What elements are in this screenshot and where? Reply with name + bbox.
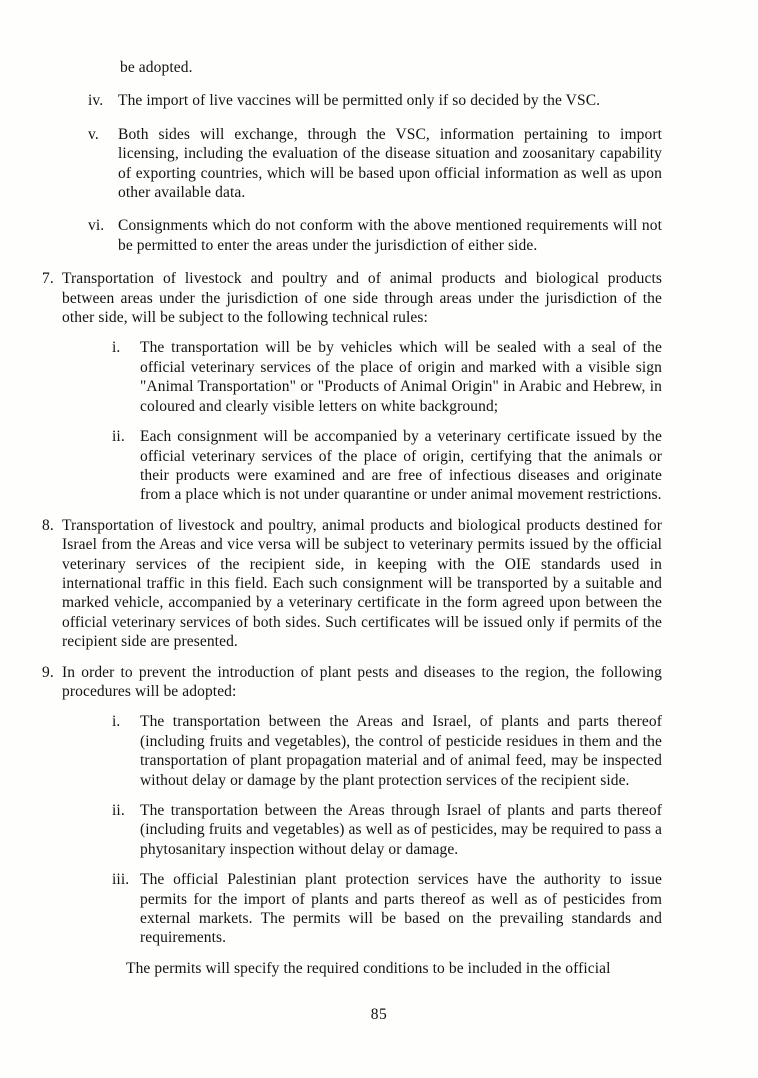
- list-item-text: Consignments which do not conform with the above mentioned requirements will not be permitted to enter the areas under the jurisdiction of either side.: [118, 217, 662, 254]
- list-item-text: The transportation between the Areas through Israel of plants and parts thereof (including fruits and vegetables) as well as of pesticides, may be required to pass a phytosanitary inspection without delay or damage.: [140, 802, 662, 858]
- list-item-text: Transportation of livestock and poultry and of animal products and biological products between areas under the jurisdiction of one side through areas under the jurisdiction of the other side, will be subject to the following technical rules:: [62, 270, 662, 327]
- list-item-v: [42, 125, 662, 203]
- list-item-text: The transportation will be by vehicles which will be sealed with a seal of the official veterinary services of the place of origin and marked with a visible sign "Animal Transportation" or "Products of Animal Origin" in Arabic and Hebrew, in coloured and clearly visible letters on white background;: [140, 339, 662, 415]
- list-item-7-ii: [42, 427, 662, 505]
- list-item-text: In order to prevent the introduction of plant pests and diseases to the region, the following procedures will be adopted:: [62, 663, 662, 700]
- list-item-9-ii: [42, 801, 662, 859]
- list-item-8: [42, 516, 662, 652]
- list-marker: i.: [112, 339, 121, 357]
- list-marker: 7.: [42, 270, 54, 288]
- list-item-text: Transportation of livestock and poultry, animal products and biological products destined for Israel from the Areas and vice versa will be subject to veterinary permits issued by the official veterinary services of the recipient side, in keeping with the OIE standards used in international traffic in this field. Each such consignment will be transported by a suitable and marked vehicle, accompanied by a veterinary certificate in the form agreed upon between the official veterinary services of both sides. Such certificates will be issued only if permits of the recipient side are presented.: [62, 516, 662, 651]
- list-marker: ii.: [112, 802, 125, 819]
- paragraph-text: be adopted.: [120, 59, 193, 76]
- paragraph-continuation: [42, 58, 662, 77]
- list-item-vi: [42, 216, 662, 255]
- list-marker: iv.: [88, 92, 104, 110]
- list-marker: 9.: [42, 663, 54, 681]
- list-item-iv: [42, 91, 662, 110]
- list-item-text: Both sides will exchange, through the VSC, information pertaining to import licensing, including the evaluation of the disease situation and zoosanitary capability of exporting countries, which will be based upon official information as well as upon other available data.: [118, 125, 662, 202]
- paragraph-text: The permits will specify the required conditions to be included in the official: [126, 959, 611, 977]
- list-marker: 8.: [42, 516, 54, 534]
- list-marker: v.: [88, 125, 99, 143]
- list-item-text: The import of live vaccines will be permitted only if so decided by the VSC.: [118, 92, 601, 110]
- paragraph-continuation: [42, 959, 662, 978]
- list-item-7: [42, 269, 662, 327]
- list-marker: ii.: [112, 428, 125, 446]
- list-item-9-iii: [42, 870, 662, 948]
- list-marker: vi.: [88, 217, 105, 235]
- page-body: [42, 58, 662, 989]
- list-item-9: [42, 663, 662, 702]
- list-item-text: Each consignment will be accompanied by a veterinary certificate issued by the official veterinary services of the place of origin, certifying that the animals or their products were examined and are free of infectious diseases and originate from a place which is not under quarantine or under animal movement restrictions.: [140, 428, 662, 504]
- list-item-7-i: [42, 338, 662, 416]
- list-marker: iii.: [112, 871, 130, 889]
- list-item-text: The transportation between the Areas and Israel, of plants and parts thereof (including fruits and vegetables), the control of pesticide residues in them and the transportation of plant propagation material and of animal feed, may be inspected without delay or damage by the plant protection services of the recipient side.: [140, 713, 662, 789]
- list-marker: i.: [112, 713, 121, 731]
- list-item-text: The official Palestinian plant protection services have the authority to issue permits for the import of plants and parts thereof as well as of pesticides from external markets. The permits will be based on the prevailing standards and requirements.: [140, 871, 662, 947]
- page-number: 85: [370, 1006, 388, 1023]
- list-item-9-i: [42, 712, 662, 790]
